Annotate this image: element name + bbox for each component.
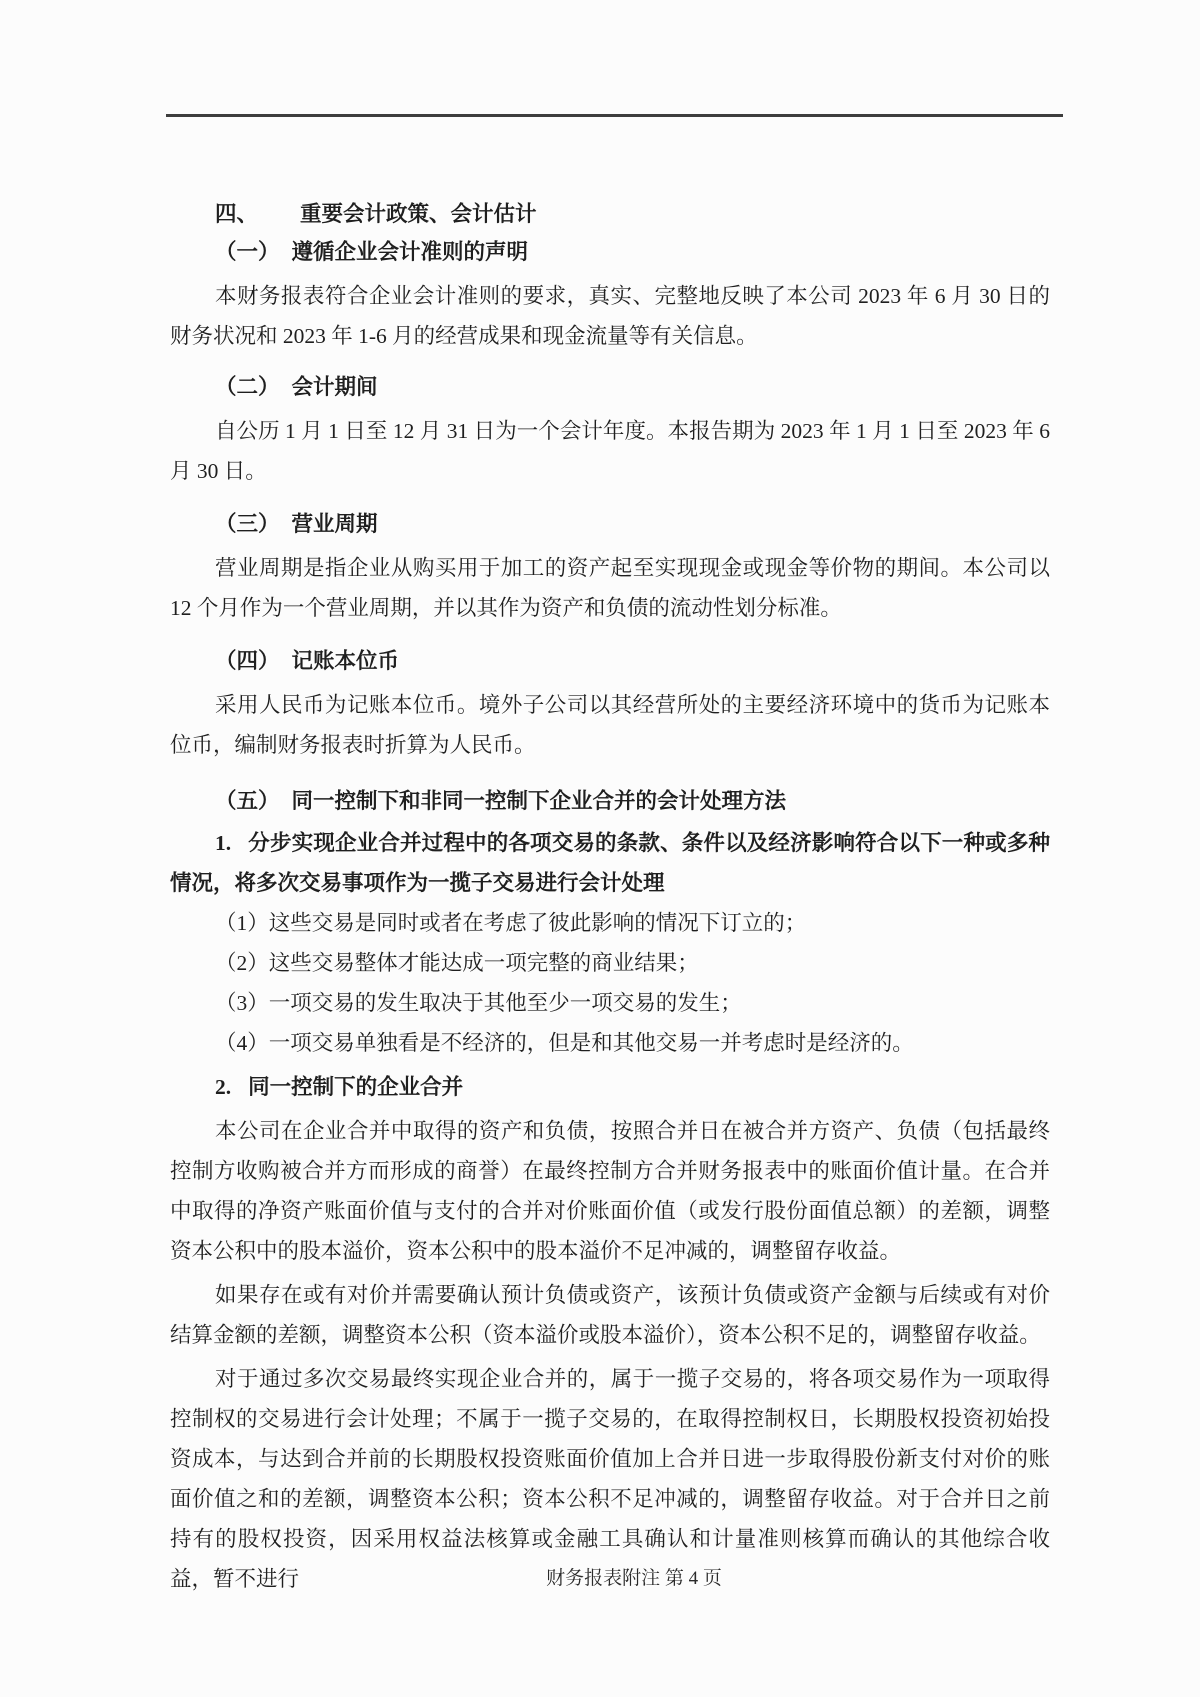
item-number: 2. <box>215 1075 232 1099</box>
subsection-number: （二） <box>215 375 280 399</box>
item-text: 同一控制下的企业合并 <box>248 1075 464 1099</box>
numbered-item-2 <box>170 1067 1050 1107</box>
paragraph: 自公历 1 月 1 日至 12 月 31 日为一个会计年度。本报告期为 2023 年 1 月 1 日至 2023 年 6 月 30 日。 <box>170 419 1050 483</box>
subsection-title: 同一控制下和非同一控制下企业合并的会计处理方法 <box>291 789 787 813</box>
subsection-number: （四） <box>215 649 280 673</box>
paragraph: 本公司在企业合并中取得的资产和负债，按照合并日在被合并方资产、负债（包括最终控制方收购被合并方而形成的商誉）在最终控制方合并财务报表中的账面价值计量。在合并中取得的净资产账面价值与支付的合并对价账面价值（或发行股份面值总额）的差额，调整资本公积中的股本溢价，资本公积中的股本溢价不足冲减的，调整留存收益。 <box>170 1119 1050 1263</box>
paragraph: 营业周期是指企业从购买用于加工的资产起至实现现金或现金等价物的期间。本公司以 12 个月作为一个营业周期，并以其作为资产和负债的流动性划分标准。 <box>170 556 1050 620</box>
subsection-heading-3 <box>170 504 1050 544</box>
subsection-heading-1 <box>170 232 1050 272</box>
section-heading-main <box>170 194 1050 234</box>
subsection-heading-4 <box>170 641 1050 681</box>
item-text: 分步实现企业合并过程中的各项交易的条款、条件以及经济影响符合以下一种或多种情况，将多次交易事项作为一揽子交易进行会计处理 <box>170 831 1050 895</box>
paragraph: 如果存在或有对价并需要确认预计负债或资产，该预计负债或资产金额与后续或有对价结算金额的差额，调整资本公积（资本溢价或股本溢价），资本公积不足的，调整留存收益。 <box>170 1283 1050 1347</box>
list-item-1: （1）这些交易是同时或者在考虑了彼此影响的情况下订立的； <box>215 911 807 935</box>
subsection-number: （五） <box>215 789 280 813</box>
paragraph: 采用人民币为记账本位币。境外子公司以其经营所处的主要经济环境中的货币为记账本位币，编制财务报表时折算为人民币。 <box>170 693 1050 757</box>
subsection-title: 会计期间 <box>291 375 378 399</box>
section-title: 重要会计政策、会计估计 <box>300 202 537 226</box>
subsection-title: 记账本位币 <box>291 649 400 673</box>
header-rule <box>166 114 1063 117</box>
list-item-2: （2）这些交易整体才能达成一项完整的商业结果； <box>215 951 699 975</box>
subsection-title: 遵循企业会计准则的声明 <box>291 240 529 264</box>
list-item-3: （3）一项交易的发生取决于其他至少一项交易的发生； <box>215 991 742 1015</box>
subsection-number: （三） <box>215 512 280 536</box>
list-item-4: （4）一项交易单独看是不经济的，但是和其他交易一并考虑时是经济的。 <box>215 1031 914 1055</box>
item-number: 1. <box>215 831 232 855</box>
page-footer: 财务报表附注 第 4 页 <box>546 1568 722 1589</box>
subsection-title: 营业周期 <box>291 512 378 536</box>
subsection-number: （一） <box>215 240 280 264</box>
section-number: 四、 <box>215 202 259 226</box>
subsection-heading-2 <box>170 367 1050 407</box>
paragraph: 对于通过多次交易最终实现企业合并的，属于一揽子交易的，将各项交易作为一项取得控制权的交易进行会计处理；不属于一揽子交易的，在取得控制权日，长期股权投资初始投资成本，与达到合并前的长期股权投资账面价值加上合并日进一步取得股份新支付对价的账面价值之和的差额，调整资本公积；资本公积不足冲减的，调整留存收益。对于合并日之前持有的股权投资，因采用权益法核算或金融工具确认和计量准则核算而确认的其他综合收益，暂不进行 <box>170 1367 1050 1591</box>
paragraph: 本财务报表符合企业会计准则的要求，真实、完整地反映了本公司 2023 年 6 月 30 日的财务状况和 2023 年 1-6 月的经营成果和现金流量等有关信息。 <box>170 284 1050 348</box>
page-content <box>170 194 1050 1599</box>
numbered-item-1 <box>170 823 1050 903</box>
subsection-heading-5 <box>170 781 1050 821</box>
